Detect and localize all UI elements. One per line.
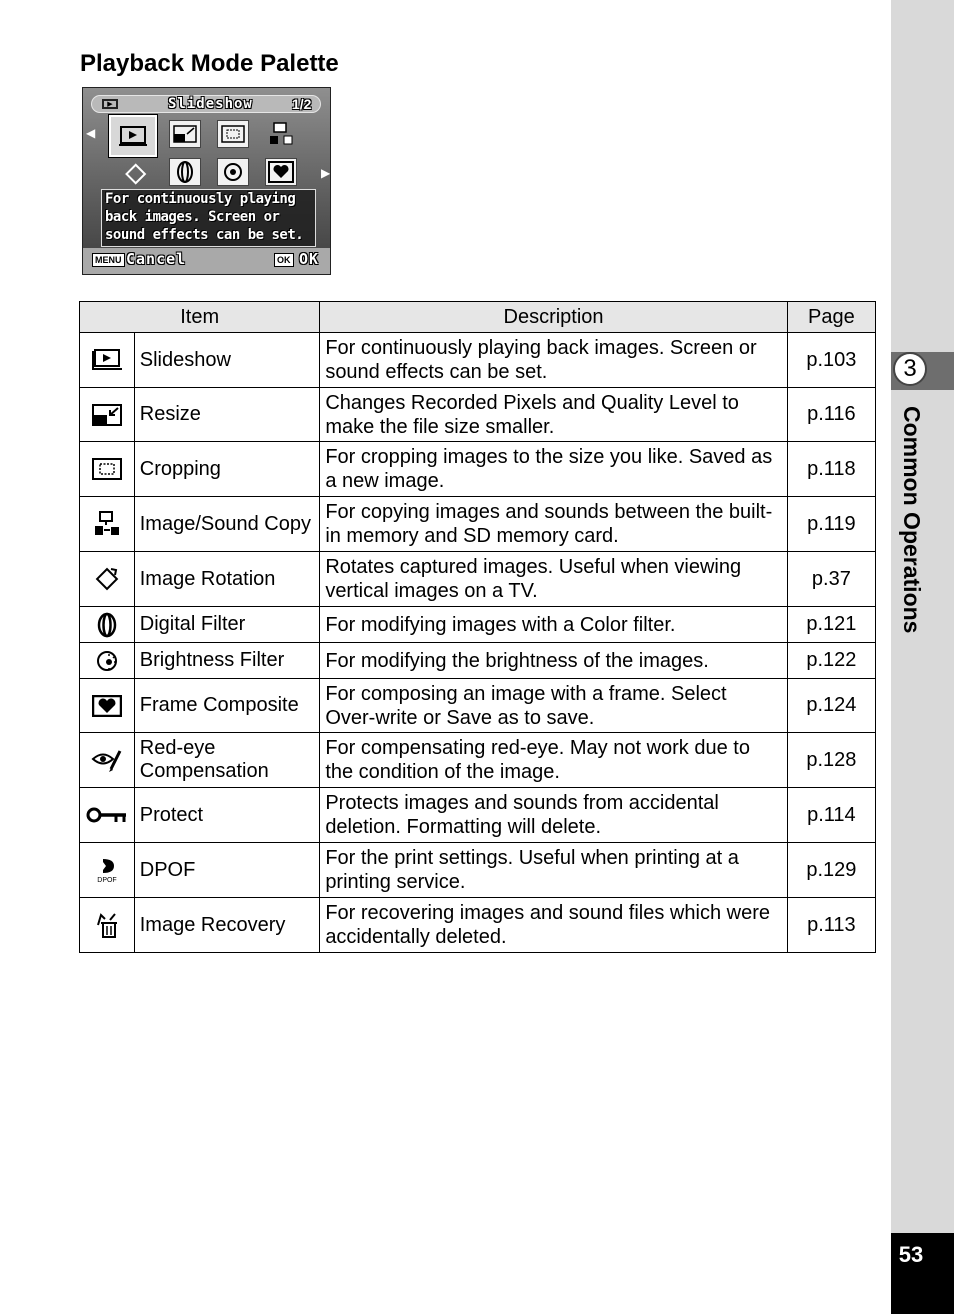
item-page: p.122 xyxy=(787,643,875,679)
item-name: Frame Composite xyxy=(134,679,320,733)
dpof-icon xyxy=(80,843,135,898)
item-name: Protect xyxy=(134,788,320,843)
table-row xyxy=(80,679,876,733)
table-row xyxy=(80,643,876,679)
section-title: Playback Mode Palette xyxy=(80,50,339,77)
screen-rotation-icon xyxy=(119,160,151,188)
item-name: Digital Filter xyxy=(134,607,320,643)
table-row xyxy=(80,843,876,898)
item-description: For cropping images to the size you like. Saved as a new image. xyxy=(320,442,787,497)
table-row xyxy=(80,733,876,788)
digital-filter-icon xyxy=(80,607,135,643)
item-description: For the print settings. Useful when printing at a printing service. xyxy=(320,843,787,898)
table-row xyxy=(80,552,876,607)
item-page: p.128 xyxy=(787,733,875,788)
item-name: Image/Sound Copy xyxy=(134,497,320,552)
image-rotation-icon xyxy=(80,552,135,607)
table-row xyxy=(80,442,876,497)
chapter-number: 3 xyxy=(893,352,927,386)
ok-label: OK xyxy=(299,250,320,268)
table-row xyxy=(80,898,876,953)
item-name: Image Recovery xyxy=(134,898,320,953)
protect-key-icon xyxy=(80,788,135,843)
item-name: Red-eye Compensation xyxy=(134,733,320,788)
item-page: p.124 xyxy=(787,679,875,733)
item-page: p.118 xyxy=(787,442,875,497)
right-arrow-icon: ▶ xyxy=(321,166,331,180)
header-item: Item xyxy=(80,302,320,333)
item-page: p.129 xyxy=(787,843,875,898)
page-number: 53 xyxy=(898,1242,924,1267)
chapter-side-strip xyxy=(891,0,954,1314)
ok-button-tag: OK xyxy=(274,253,294,267)
item-description: Protects images and sounds from accidental deletion. Formatting will delete. xyxy=(320,788,787,843)
table-row xyxy=(80,497,876,552)
item-page: p.103 xyxy=(787,333,875,388)
item-name: Image Rotation xyxy=(134,552,320,607)
camera-screen-illustration xyxy=(82,87,331,275)
table-row xyxy=(80,388,876,442)
screen-footer xyxy=(83,248,330,274)
screen-header-title: Slideshow xyxy=(168,96,253,112)
header-description: Description xyxy=(320,302,787,333)
palette-table xyxy=(79,301,876,953)
playback-mode-icon: ▶ xyxy=(102,99,118,109)
item-description: For composing an image with a frame. Select Over-write or Save as to save. xyxy=(320,679,787,733)
screen-message-line: sound effects can be set. xyxy=(105,227,304,243)
item-description: For modifying the brightness of the images. xyxy=(320,643,787,679)
cropping-icon xyxy=(80,442,135,497)
resize-icon xyxy=(80,388,135,442)
screen-frame-composite-icon xyxy=(265,158,297,186)
screen-message-line: For continuously playing xyxy=(105,191,296,207)
item-description: For recovering images and sound files which were accidentally deleted. xyxy=(320,898,787,953)
brightness-filter-icon xyxy=(80,643,135,679)
screen-copy-icon xyxy=(265,120,297,148)
item-description: For compensating red-eye. May not work due to the condition of the image. xyxy=(320,733,787,788)
screen-help-message xyxy=(101,189,316,247)
table-row xyxy=(80,607,876,643)
table-row xyxy=(80,788,876,843)
header-page: Page xyxy=(787,302,875,333)
screen-header-page: 1/2 xyxy=(292,96,312,112)
dpof-icon-label: DPOF xyxy=(97,877,117,883)
item-page: p.119 xyxy=(787,497,875,552)
item-name: Slideshow xyxy=(134,333,320,388)
item-description: Changes Recorded Pixels and Quality Level to make the file size smaller. xyxy=(320,388,787,442)
item-page: p.114 xyxy=(787,788,875,843)
item-name: Brightness Filter xyxy=(134,643,320,679)
item-page: p.121 xyxy=(787,607,875,643)
screen-digital-filter-icon xyxy=(169,158,201,186)
chapter-title: Common Operations xyxy=(899,406,925,634)
screen-header xyxy=(91,95,321,113)
item-description: For continuously playing back images. Screen or sound effects can be set. xyxy=(320,333,787,388)
item-description: Rotates captured images. Useful when viewing vertical images on a TV. xyxy=(320,552,787,607)
item-name: DPOF xyxy=(134,843,320,898)
screen-message-line: back images. Screen or xyxy=(105,209,280,225)
menu-button-tag: MENU xyxy=(92,253,125,267)
table-header-row xyxy=(80,302,876,333)
image-sound-copy-icon xyxy=(80,497,135,552)
screen-brightness-filter-icon xyxy=(217,158,249,186)
cancel-label: Cancel xyxy=(126,250,187,268)
table-row xyxy=(80,333,876,388)
screen-resize-icon xyxy=(169,120,201,148)
item-description: For copying images and sounds between the built-in memory and SD memory card. xyxy=(320,497,787,552)
left-arrow-icon: ◀ xyxy=(86,126,96,140)
red-eye-icon xyxy=(80,733,135,788)
screen-cropping-icon xyxy=(217,120,249,148)
item-page: p.116 xyxy=(787,388,875,442)
image-recovery-icon xyxy=(80,898,135,953)
item-page: p.113 xyxy=(787,898,875,953)
frame-composite-icon xyxy=(80,679,135,733)
item-name: Cropping xyxy=(134,442,320,497)
item-page: p.37 xyxy=(787,552,875,607)
screen-slideshow-icon xyxy=(109,115,157,157)
item-description: For modifying images with a Color filter. xyxy=(320,607,787,643)
item-name: Resize xyxy=(134,388,320,442)
slideshow-icon xyxy=(80,333,135,388)
